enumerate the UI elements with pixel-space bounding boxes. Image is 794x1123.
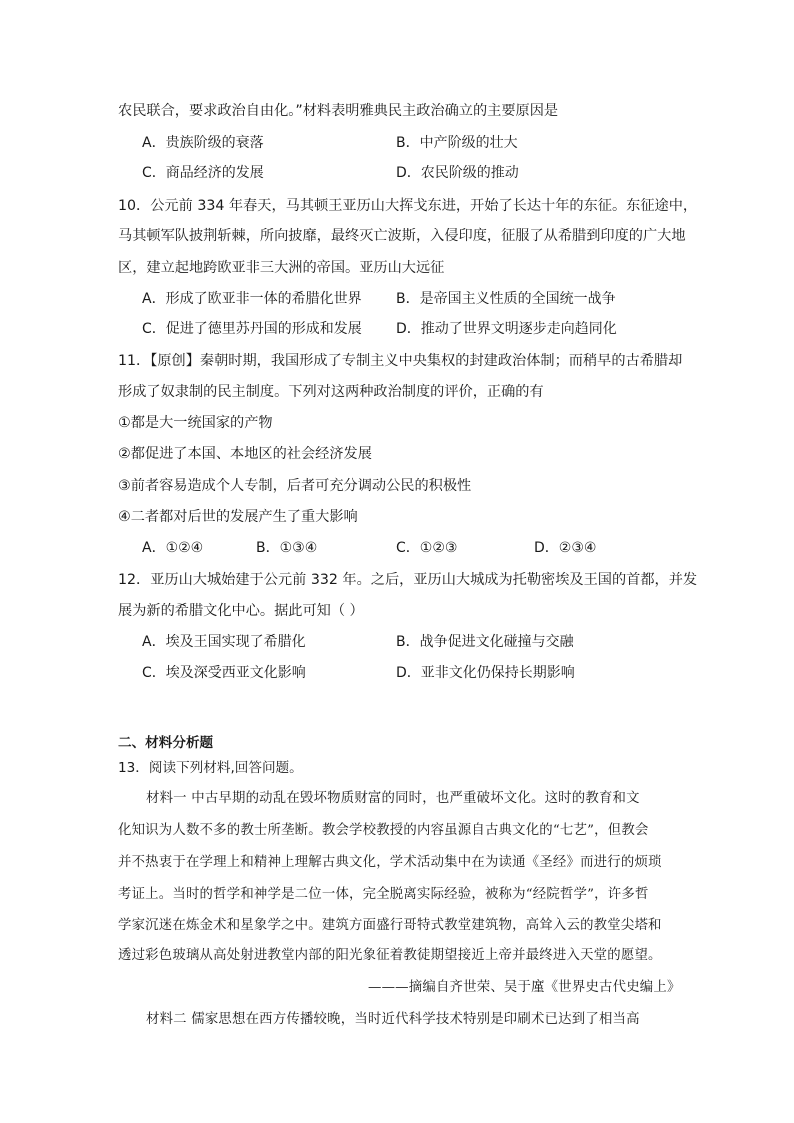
section-heading: 二、材料分析题 bbox=[118, 735, 214, 751]
material1-line-5: 学家沉迷在炼金术和星象学之中。建筑方面盛行哥特式教堂建筑物，高耸入云的教堂尖塔和 bbox=[118, 918, 662, 933]
q10-line-3: 区，建立起地跨欧亚非三大洲的帝国。亚历山大远征 bbox=[118, 260, 445, 276]
q10-option-c: C．促进了德里苏丹国的形成和发展 bbox=[142, 321, 362, 337]
q11-statement-1: ①都是大一统国家的产物 bbox=[118, 415, 273, 431]
q12-line-1: 12．亚历山大城始建于公元前 332 年。之后，亚历山大城成为托勒密埃及王国的首都，并发 bbox=[118, 572, 698, 588]
q10-line-2: 马其顿军队披荆斩棘，所向披靡，最终灭亡波斯，入侵印度，征服了从希腊到印度的广大地 bbox=[118, 228, 686, 244]
q10-option-d: D．推动了世界文明逐步走向趋同化 bbox=[396, 321, 617, 337]
material1-line-3: 并不热衷于在学理上和精神上理解古典文化，学术活动集中在为读通《圣经》而进行的烦琐 bbox=[118, 855, 662, 870]
q11-option-c: C．①②③ bbox=[396, 540, 458, 556]
q12-option-b: B．战争促进文化碰撞与交融 bbox=[396, 634, 574, 650]
q10-option-b: B．是帝国主义性质的全国统一战争 bbox=[396, 291, 616, 307]
q11-option-d: D．②③④ bbox=[534, 540, 597, 556]
q11-option-a: A．①②④ bbox=[142, 540, 204, 556]
q13-intro: 13．阅读下列材料,回答问题。 bbox=[118, 760, 303, 776]
material1-line-1: 材料一 中古早期的动乱在毁坏物质财富的同时，也严重破坏文化。这时的教育和文 bbox=[146, 791, 640, 806]
q12-option-d: D．亚非文化仍保持长期影响 bbox=[396, 665, 575, 681]
q9-option-a: A．贵族阶级的衰落 bbox=[142, 135, 264, 151]
q9-option-c: C．商品经济的发展 bbox=[142, 165, 264, 181]
q10-line-1: 10．公元前 334 年春天，马其顿王亚历山大挥戈东进，开始了长达十年的东征。东征途中， bbox=[118, 198, 698, 214]
q9-continuation: 农民联合，要求政治自由化。”材料表明雅典民主政治确立的主要原因是 bbox=[118, 103, 559, 119]
q11-line-2: 形成了奴隶制的民主制度。下列对这两种政治制度的评价，正确的有 bbox=[118, 384, 544, 400]
q12-option-c: C．埃及深受西亚文化影响 bbox=[142, 665, 306, 681]
q9-option-d: D．农民阶级的推动 bbox=[396, 165, 519, 181]
q9-option-b: B．中产阶级的壮大 bbox=[396, 135, 518, 151]
material1-line-2: 化知识为人数不多的教士所垄断。教会学校教授的内容虽源自古典文化的“七艺”，但教会 bbox=[118, 823, 649, 838]
material1-source: ———摘编自齐世荣、吴于廑《世界史古代史编上》 bbox=[368, 980, 681, 995]
q10-option-a: A．形成了欧亚非一体的希腊化世界 bbox=[142, 291, 362, 307]
q11-statement-4: ④二者都对后世的发展产生了重大影响 bbox=[118, 509, 358, 525]
material2-line-1: 材料二 儒家思想在西方传播较晚，当时近代科学技术特别是印刷术已达到了相当高 bbox=[146, 1012, 640, 1027]
q11-line-1: 11．【原创】秦朝时期，我国形成了专制主义中央集权的封建政治体制；而稍早的古希腊却 bbox=[118, 353, 683, 369]
q11-statement-3: ③前者容易造成个人专制，后者可充分调动公民的积极性 bbox=[118, 478, 472, 494]
q11-statement-2: ②都促进了本国、本地区的社会经济发展 bbox=[118, 446, 372, 462]
material1-line-6: 透过彩色玻璃从高处射进教堂内部的阳光象征着教徒期望接近上帝并最终进入天堂的愿望。 bbox=[118, 948, 662, 963]
material1-line-4: 考证上。当时的哲学和神学是二位一体，完全脱离实际经验，被称为“经院哲学”，许多哲 bbox=[118, 887, 649, 902]
q12-line-2: 展为新的希腊文化中心。据此可知（ ） bbox=[118, 603, 364, 619]
q12-option-a: A．埃及王国实现了希腊化 bbox=[142, 634, 306, 650]
q11-option-b: B．①③④ bbox=[256, 540, 318, 556]
